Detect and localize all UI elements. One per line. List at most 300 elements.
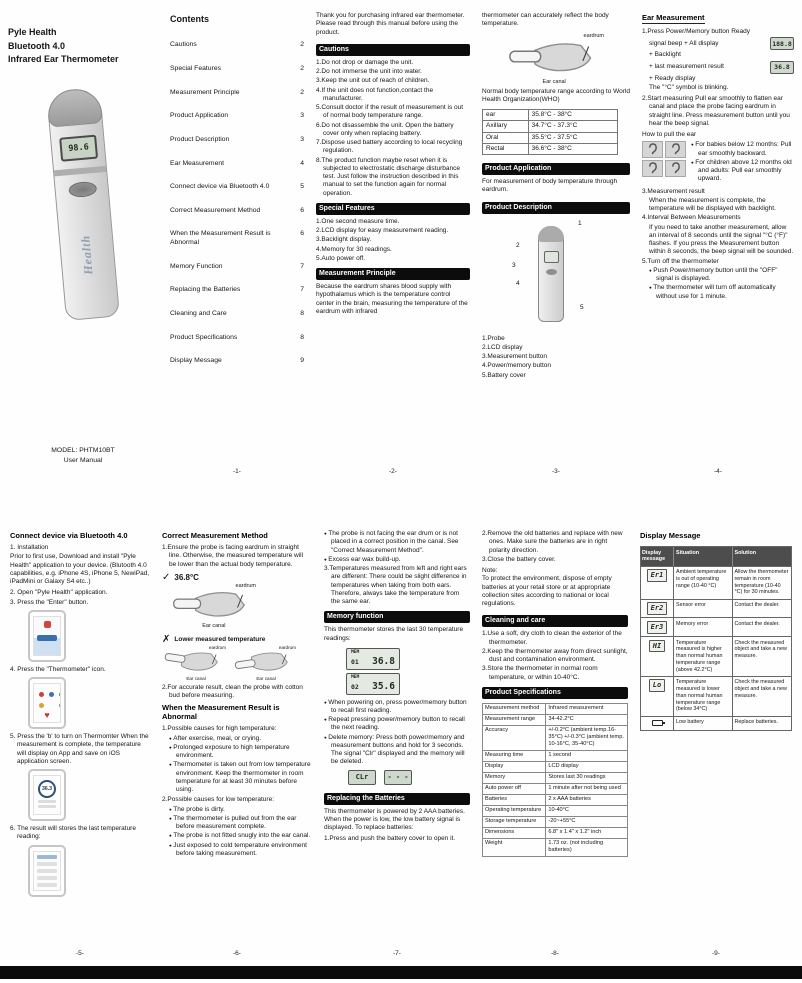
solution-cell: Contact the dealer. — [734, 620, 780, 627]
section-heading-product-application: Product Application — [482, 163, 630, 175]
list-item: 1.One second measure time. — [316, 217, 400, 225]
enter-button-image — [37, 635, 57, 641]
page-3 — [482, 12, 630, 476]
error-code-cell — [641, 717, 674, 730]
list-item: 3.Store the thermometer in normal room temperature, or within 10-40°C. — [482, 665, 598, 681]
ear-canal-label: Ear canal — [256, 676, 276, 682]
device-lcd-reading: 98.6 — [67, 141, 90, 154]
section-heading-measurement-principle: Measurement Principle — [316, 268, 470, 280]
features-list — [316, 218, 470, 264]
bullet-item: ● For babies below 12 months: Pull ear smoothly backward. — [691, 141, 794, 158]
page-contents — [170, 12, 304, 476]
bullet-item: ● The probe is not fitted snugly into the ear canal. — [169, 832, 312, 840]
intro-paragraph: Thank you for purchasing infrared ear thermometer. Please read through this manual before using the product. — [316, 12, 465, 36]
contents-item — [170, 230, 304, 247]
step-line: 4. Press the "Thermometer" icon. — [10, 665, 106, 673]
step-line — [642, 37, 794, 50]
spec-value-cell: 1 second — [548, 752, 572, 759]
step-line: 1.Ensure the probe is facing eardrum in straight line. Otherwise, the measured temperature will be lower than the actual body temperature. — [162, 544, 304, 568]
table-row — [641, 599, 791, 618]
continued-paragraph: thermometer can accurately reflect the body temperature. — [482, 12, 609, 28]
list-item: 8.The product function maybe reset when it is subjected to electrostatic discharge disturbance test. Just follow the instruction described in this manual to set the function again for normal operation. — [316, 156, 460, 197]
lcd-value: - - - — [387, 772, 409, 781]
step-line: 2. Open "Pyle Health" application. — [10, 589, 108, 597]
phone-screenshot-thermometer — [28, 769, 66, 821]
list-item: 2.LCD display — [482, 343, 523, 351]
product-diagram — [482, 220, 630, 332]
eardrum-label: eardrum — [235, 582, 256, 589]
thermometer-outline — [538, 226, 564, 322]
diagram-lcd — [544, 251, 559, 263]
spec-value-cell: 6.8" x 1.4" x 1.2" inch — [548, 829, 602, 836]
page-number: -8- — [551, 949, 559, 957]
how-to-bullets — [691, 141, 794, 184]
table-row — [483, 121, 617, 132]
history-row — [37, 876, 57, 880]
phone-screenshot-app-launch — [28, 610, 66, 662]
eardrum-label: eardrum — [278, 644, 296, 650]
contents-item — [170, 263, 304, 272]
step-line: 3. Press the "Enter" button. — [10, 598, 89, 606]
error-code-cell — [641, 637, 674, 676]
memory-display-figures — [346, 648, 470, 695]
bullet-item: ● Excess ear wax build-up. — [324, 556, 470, 564]
contents-item-page: 6 — [300, 206, 304, 214]
heart-icon: ♥ — [44, 710, 50, 720]
contents-title: Contents — [170, 14, 209, 24]
clr-display — [348, 770, 376, 785]
solution-cell: Allow the thermometer remain in room temperature (10-40 °C) for 30 minutes. — [734, 569, 789, 596]
contents-item — [170, 310, 304, 319]
section-heading-memory-function: Memory function — [324, 611, 470, 623]
how-to-title: How to pull the ear — [642, 131, 697, 138]
contents-item — [170, 286, 304, 295]
list-item: 5.Battery cover — [482, 371, 526, 379]
ear-photo — [665, 141, 686, 158]
cause-title: 1.Possible causes for high temperature: — [162, 725, 277, 733]
spec-value-cell: 34-42.2°C — [548, 716, 574, 723]
contents-item-page: 2 — [300, 41, 304, 49]
contents-item-page: 8 — [300, 309, 304, 317]
mem-index: 01 — [351, 657, 359, 666]
hi-code: HI — [649, 640, 665, 653]
page-4 — [642, 12, 794, 476]
contents-item — [170, 357, 304, 366]
cover-title-line: Pyle Health — [8, 27, 57, 37]
contents-item-label: Cautions — [170, 41, 197, 49]
device-lcd — [59, 134, 98, 161]
contents-item-label: Product Application — [170, 112, 229, 120]
diagram-button — [546, 269, 557, 275]
carry-over-bullets — [324, 530, 470, 565]
specifications-table — [482, 703, 628, 857]
table-row — [483, 817, 627, 828]
ear-photo — [642, 160, 663, 177]
spec-value-cell: Infrared measurement — [548, 705, 604, 712]
step-line: 3.Close the battery cover. — [482, 555, 556, 563]
lo-code: Lo — [649, 679, 665, 692]
contents-item-page: 2 — [300, 65, 304, 73]
section-heading-cautions: Cautions — [316, 44, 470, 56]
bullet-item: ● Just exposed to cold temperature environment before taking measurement. — [169, 842, 312, 859]
range-cell: 35.5°C - 37.5°C — [531, 133, 578, 141]
spec-value-cell: 2 x AAA batteries — [548, 796, 591, 803]
list-item: 2.Keep the thermometer away from direct sunlight, dust and contamination environment. — [482, 647, 628, 664]
callout-4: 4 — [516, 279, 520, 287]
incorrect-label: Lower measured temperature — [174, 635, 266, 643]
ear-diagram — [508, 32, 604, 85]
site-cell: Oral — [483, 133, 529, 143]
cause-title: 2.Possible causes for low temperature: — [162, 796, 274, 804]
list-item: 4.Power/memory button — [482, 362, 552, 370]
contents-item — [170, 65, 304, 74]
step-line: The "°C" symbol is blinking. — [649, 83, 729, 91]
step-line: 1.Press Power/Memory button Ready — [642, 28, 751, 35]
bullet-item: ● The probe is not facing the ear drum or is not placed in a correct position in the canal. See "Correct Measurement Method". — [324, 530, 470, 555]
spec-key-cell: Memory — [483, 773, 546, 783]
history-row — [37, 883, 57, 887]
contents-item — [170, 41, 304, 50]
bullet-item: ● The probe is dirty. — [169, 806, 312, 814]
spec-key-cell: Auto power off — [483, 784, 546, 794]
ear-photo — [642, 141, 663, 158]
solution-cell: Replace batteries. — [734, 719, 778, 725]
er1-code: Er1 — [647, 569, 668, 582]
er3-code: Er3 — [647, 621, 668, 634]
phone-screenshot-history — [28, 845, 66, 897]
ear-canal-illustration — [508, 36, 604, 80]
eardrum-label: eardrum — [208, 644, 226, 650]
app-temperature-reading: 36.3 — [41, 785, 53, 792]
mem-value: 35.6 — [372, 680, 395, 692]
ear-canal-label: Ear canal — [542, 78, 566, 85]
contents-item-label: Memory Function — [170, 262, 223, 270]
diagram-probe — [538, 226, 564, 242]
application-paragraph: For measurement of body temperature through eardrum. — [482, 178, 618, 194]
section-heading-abnormal: When the Measurement Result is Abnormal — [162, 703, 280, 722]
cleared-display — [384, 770, 412, 785]
page-number: -1- — [233, 467, 241, 475]
table-row — [641, 566, 791, 599]
contents-item-label: Measurement Principle — [170, 88, 240, 96]
table-row — [483, 110, 617, 121]
bullet-item: ● Delete memory: Press both power/memory and measurement buttons and hold for 3 seconds. The signal "Clr" displayed and the memory will be deleted. — [324, 734, 470, 767]
contents-item — [170, 160, 304, 169]
contents-item — [170, 334, 304, 343]
lcd-last-result-icon — [770, 61, 794, 74]
manual-label: User Manual — [63, 456, 103, 464]
note-title: Note: — [482, 567, 498, 574]
page-number: -3- — [552, 467, 560, 475]
situation-cell: Memory error — [674, 618, 733, 636]
section-heading-display-message: Display Message — [640, 531, 701, 540]
step-title: 4.Interval Between Measurements — [642, 214, 741, 222]
step-line: 2.Start measuring Pull ear smoothly to flatten ear canal and place the probe facing eardrum in straight line. Press measurement button until you hear the beep signal. — [642, 95, 790, 127]
spec-value-cell: 1.73 oz. (not including batteries) — [548, 840, 604, 854]
table-row — [483, 806, 627, 817]
incorrect-example — [162, 635, 312, 645]
spec-key-cell: Weight — [483, 839, 546, 856]
callout-5: 5 — [580, 303, 584, 311]
bullet-item: ● For children above 12 months old and adults: Pull ear smoothly upward. — [691, 159, 794, 184]
error-code-cell — [641, 618, 674, 636]
section-heading-replacing-batteries: Replacing the Batteries — [324, 793, 470, 805]
low-battery-icon — [652, 720, 663, 726]
range-cell: 34.7°C - 37.3°C — [531, 122, 578, 130]
contents-item-label: Connect device via Bluetooth 4.0 — [170, 183, 270, 191]
device-brand-text: Health — [78, 233, 96, 275]
mem-label: MEM — [351, 649, 360, 655]
bullet-item: ● The thermometer is pulled out from the ear before measurement complete. — [169, 815, 312, 832]
contents-item-page: 7 — [300, 286, 304, 294]
page-number: -2- — [389, 467, 397, 475]
high-causes-list — [162, 735, 312, 796]
section-heading-specifications: Product Specifications — [482, 687, 628, 699]
ear-canal-illustration — [172, 586, 256, 624]
page-number: -5- — [76, 949, 84, 957]
ear-diagram — [172, 582, 256, 629]
bullet-item: ● Push Power/memory button until the "OFF" signal is displayed. — [649, 267, 794, 284]
correct-temperature: 36.8°C — [174, 572, 199, 582]
site-cell: Axillary — [483, 121, 529, 131]
battery-intro: This thermometer is powered by 2 AAA batteries. When the power is low, the low battery signal is displayed. To replace batteries: — [324, 807, 465, 832]
step-text: + last measurement result — [649, 62, 724, 70]
situation-cell: Low battery — [674, 717, 733, 730]
step-line: + Backlight — [649, 51, 681, 59]
device-probe — [46, 87, 103, 128]
page-number: -9- — [712, 949, 720, 957]
spec-value-cell: LCD display — [548, 763, 579, 770]
lcd-value: CLr — [355, 772, 369, 781]
list-item: 7.Dispose used battery according to local recycling regulation. — [316, 139, 463, 155]
contents-item-label: When the Measurement Result is Abnormal — [170, 230, 271, 247]
list-item: 4.If the unit does not function,contact the manufacturer. — [316, 86, 434, 102]
table-header — [641, 547, 791, 566]
table-row — [483, 751, 627, 762]
callout-3: 3 — [512, 261, 516, 269]
history-row — [37, 862, 57, 866]
who-temperature-table — [482, 109, 618, 155]
table-row — [483, 828, 627, 839]
spec-key-cell: Measuring time — [483, 751, 546, 761]
section-heading-bluetooth: Connect device via Bluetooth 4.0 — [10, 531, 128, 540]
section-heading-correct-method: Correct Measurement Method — [162, 531, 268, 540]
table-row — [483, 726, 627, 751]
low-causes-list — [162, 806, 312, 860]
step-title: 3.Measurement result — [642, 187, 705, 195]
display-message-table — [640, 546, 792, 731]
principle-paragraph: Because the eardrum shares blood supply with hypothalamus which is the temperature control center in the brain, measuring the temperature of the eardrum with infrared — [316, 283, 468, 315]
bullet-item: ● The thermometer will turn off automatically without use for 1 minute. — [649, 284, 794, 301]
list-item: 1.Probe — [482, 334, 505, 342]
step-title: 5.Turn off the thermometer — [642, 257, 719, 265]
spec-key-cell: Accuracy — [483, 726, 546, 750]
solution-cell: Check the measured object and take a new measure. — [734, 639, 787, 659]
contents-item-page: 7 — [300, 262, 304, 270]
lcd-value: 36.8 — [774, 62, 790, 71]
table-row — [641, 636, 791, 676]
page-6 — [162, 530, 312, 958]
bullet-item: ● Thermometer is taken out from low temperature environment. Keep the thermometer in room temperature for at least 30 minutes before using. — [169, 761, 312, 794]
er2-code: Er2 — [647, 602, 668, 615]
table-row — [483, 784, 627, 795]
spec-key-cell: Measurement method — [483, 704, 546, 714]
error-code-cell — [641, 567, 674, 599]
device-band — [54, 165, 106, 176]
error-code-cell — [641, 600, 674, 618]
cautions-list — [316, 59, 470, 199]
bottom-bar — [0, 966, 802, 979]
check-icon: ✓ — [162, 571, 171, 583]
mem-label: MEM — [351, 674, 360, 680]
screen-bar — [38, 805, 56, 808]
page-cover — [8, 12, 158, 476]
contents-item-page: 2 — [300, 88, 304, 96]
table-row — [483, 144, 617, 155]
step-line: + Ready display — [649, 74, 696, 82]
contents-item-label: Ear Measurement — [170, 159, 225, 167]
screen-bar — [38, 800, 56, 803]
callout-1: 1 — [578, 219, 582, 227]
contents-item-page: 4 — [300, 159, 304, 167]
site-cell: Rectal — [483, 144, 529, 154]
x-icon: ✗ — [162, 633, 171, 645]
page-number: -6- — [233, 949, 241, 957]
contents-item-page: 3 — [300, 112, 304, 120]
phone-screenshot-menu — [28, 677, 66, 729]
contents-item-label: Cleaning and Care — [170, 309, 227, 317]
table-row — [483, 839, 627, 857]
table-row — [483, 795, 627, 806]
thermometer-product-photo — [46, 87, 120, 321]
incorrect-diagrams — [164, 644, 312, 682]
cover-title-line: Infrared Ear Thermometer — [8, 54, 119, 64]
spec-key-cell: Operating temperature — [483, 806, 546, 816]
list-item: 3.Backlight display. — [316, 236, 372, 244]
cleaning-list — [482, 630, 628, 683]
step-line — [642, 61, 794, 74]
contents-item-page: 9 — [300, 357, 304, 365]
contents-item-page: 3 — [300, 135, 304, 143]
step-text: When the measurement is complete, the temperature will be displayed with backlight. — [649, 196, 776, 212]
note-paragraph: To protect the environment, dispose of empty batteries at your retail store or at appropriate collection sites according to national or local regulations. — [482, 575, 612, 607]
spec-key-cell: Dimensions — [483, 828, 546, 838]
contents-item — [170, 112, 304, 121]
bullet-item: ● When powering on, press power/memory button to recall first reading. — [324, 699, 470, 716]
contents-item-label: Product Description — [170, 135, 230, 143]
app-logo — [44, 621, 51, 628]
menu-icons — [39, 692, 44, 697]
bullet-item: ● Repeat pressing power/memory button to recall the next reading. — [324, 716, 470, 733]
list-item: 1.Do not drop or damage the unit. — [316, 58, 414, 66]
list-item: 4.Memory for 30 readings. — [316, 245, 392, 253]
bullet-item: ● After exercise, meal, or crying. — [169, 735, 312, 743]
page-number: -4- — [714, 467, 722, 475]
callout-2: 2 — [516, 241, 520, 249]
spec-key-cell: Batteries — [483, 795, 546, 805]
memory-bullets — [324, 699, 470, 768]
clear-display-figures — [348, 770, 470, 785]
step-line: 2.Remove the old batteries and replace with new ones. Make sure the batteries are in right polarity direction. — [482, 530, 623, 554]
contents-item — [170, 136, 304, 145]
spec-value-cell: +/-0.2°C (ambient temp.16-35°C) +/-0.3°C (ambient temp. 10-16°C, 35-40°C) — [548, 727, 624, 748]
step-title: 1. Installation — [10, 544, 49, 551]
step-text: If you need to take another measurement, allow an interval of 8 seconds until the signal "°C (°F)" flashes. If you press the Measurement button within 8 seconds, the beep signal will be sounded. — [649, 223, 794, 256]
spec-key-cell: Measurement range — [483, 715, 546, 725]
range-cell: 35.8°C - 38°C — [531, 111, 572, 118]
spec-key-cell: Storage temperature — [483, 817, 546, 827]
contents-item-page: 6 — [300, 230, 304, 238]
who-note: Normal body temperature range according to World Health Organization(WHO) — [482, 87, 630, 103]
contents-item-label: Special Features — [170, 65, 222, 73]
step-text: Prior to first use, Download and install "Pyle Health" application to your device. (Blutooth 4.0 capabilities, e.g. iPhone 4S, iPhone 5, NewiPad, iPadMini or Galaxy S4 etc..) — [10, 553, 150, 585]
mem-value: 36.8 — [372, 655, 395, 667]
mem-index: 02 — [351, 682, 359, 691]
section-heading-ear-measurement: Ear Measurement — [642, 13, 705, 22]
model-number: MODEL: PHTM10BT — [51, 446, 115, 454]
table-row — [641, 617, 791, 636]
memory-display-1 — [346, 648, 400, 670]
spec-value-cell: -20~+55°C — [548, 818, 576, 825]
step-line: 6. The result will stores the last temperature reading: — [10, 825, 136, 841]
list-item: 3.Keep the unit out of reach of children. — [316, 77, 430, 85]
contents-item-label: Replacing the Batteries — [170, 286, 241, 294]
page-2 — [316, 12, 470, 476]
situation-cell: Sensor error — [674, 600, 733, 618]
page-8 — [482, 530, 628, 958]
contents-item-label: Product Specifications — [170, 333, 238, 341]
spec-key-cell: Display — [483, 762, 546, 772]
list-item: 2.Do not immerse the unit into water. — [316, 68, 422, 76]
contents-item-page: 5 — [300, 183, 304, 191]
step-text: signal beep + All display — [649, 39, 719, 47]
section-heading-special-features: Special Features — [316, 203, 470, 215]
step-line: 2.For accurate result, clean the probe with cotton bud before measuring. — [162, 683, 303, 700]
list-item: 1.Use a soft, dry cloth to clean the exterior of the thermometer. — [482, 630, 622, 646]
list-item: 2.LCD display for easy measurement reading. — [316, 227, 449, 235]
section-heading-product-description: Product Description — [482, 202, 630, 214]
spec-value-cell: 1 minute after not being used — [548, 785, 621, 792]
how-to-figure — [642, 141, 794, 184]
device-measure-button — [68, 180, 97, 197]
contents-item — [170, 89, 304, 98]
ear-diagram — [234, 644, 296, 682]
memory-intro: This thermometer stores the last 30 temperature readings: — [324, 626, 464, 642]
table-row — [641, 716, 791, 730]
list-item: 5.Consult doctor if the result of measurement is out of normal body temperature range. — [316, 104, 464, 120]
step-line: 5. Press the 'b' to turn on Thermomter When the measurement is complete, the temperature will display on App and save on iOS application screen. — [10, 733, 149, 765]
range-cell: 36.6°C - 38°C — [531, 144, 572, 152]
lcd-value: 188.8 — [772, 39, 792, 48]
solution-cell: Check the measured object and take a new measure. — [734, 679, 787, 699]
contents-item-label: Correct Measurement Method — [170, 206, 261, 214]
error-code-cell — [641, 677, 674, 716]
memory-display-2 — [346, 673, 400, 695]
correct-example — [162, 573, 312, 583]
ear-canal-label: Ear canal — [186, 676, 206, 682]
list-item: 6.Do not disassemble the unit. Open the battery cover only when replacing battery. — [316, 121, 454, 137]
ear-photo — [665, 160, 686, 177]
step-line: 3.Temperatures measured from left and right ears are different: There could be slight difference in temperatures when taking from both ears. Therefore, always take the temperature from the same ear. — [324, 565, 467, 605]
temperature-dial — [38, 780, 56, 798]
contents-item-page: 8 — [300, 333, 304, 341]
ear-pull-photos — [642, 141, 686, 184]
spec-value-cell: Stores last 30 readings — [548, 774, 606, 781]
section-heading-cleaning: Cleaning and care — [482, 615, 628, 627]
history-row — [37, 855, 57, 859]
step-bullets — [642, 267, 794, 302]
model-block — [8, 446, 158, 476]
